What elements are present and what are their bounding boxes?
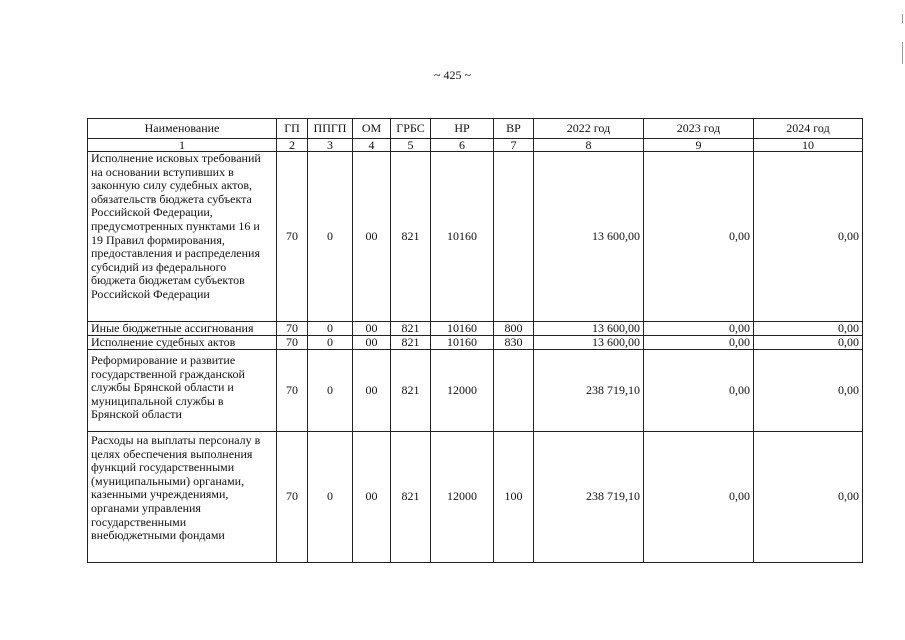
header-nr: НР <box>431 119 494 139</box>
column-number: 6 <box>431 139 494 152</box>
row-2023: 0,00 <box>644 336 754 350</box>
column-number: 9 <box>644 139 754 152</box>
row-2024: 0,00 <box>754 432 863 563</box>
column-number: 1 <box>88 139 277 152</box>
row-nr: 10160 <box>431 322 494 336</box>
row-nr: 12000 <box>431 432 494 563</box>
column-number: 7 <box>494 139 534 152</box>
row-name: Исполнение судебных актов <box>88 336 277 350</box>
row-2024: 0,00 <box>754 336 863 350</box>
header-gp: ГП <box>277 119 308 139</box>
header-2022: 2022 год <box>534 119 644 139</box>
row-name: Исполнение исковых требований на основании вступивших в законную силу судебных актов, обязательств бюджета субъекта Российской Федерации, предусмотренных пунктами 16 и 19 Правил формирования, предоставления и распределения субсидий из федерального бюджета бюджетам субъектов Российской Федерации <box>88 152 277 322</box>
budget-table <box>87 118 863 563</box>
row-2022: 238 719,10 <box>534 350 644 432</box>
column-number: 3 <box>308 139 353 152</box>
row-2022: 238 719,10 <box>534 432 644 563</box>
column-number: 4 <box>353 139 391 152</box>
row-2022: 13 600,00 <box>534 152 644 322</box>
row-ppgp: 0 <box>308 152 353 322</box>
row-name: Реформирование и развитие государственной гражданской службы Брянской области и муниципальной службы в Брянской области <box>88 350 277 432</box>
header-2023: 2023 год <box>644 119 754 139</box>
row-2022: 13 600,00 <box>534 336 644 350</box>
row-2024: 0,00 <box>754 322 863 336</box>
header-om: ОМ <box>353 119 391 139</box>
row-name: Расходы на выплаты персоналу в целях обеспечения выполнения функций государственными (муниципальными) органами, казенными учреждениями, органами управления государственными внебюджетными фондами <box>88 432 277 563</box>
row-vr: 800 <box>494 322 534 336</box>
row-2024: 0,00 <box>754 350 863 432</box>
row-2023: 0,00 <box>644 350 754 432</box>
row-ppgp: 0 <box>308 350 353 432</box>
row-grbs: 821 <box>391 350 431 432</box>
row-nr: 10160 <box>431 152 494 322</box>
header-row <box>88 119 863 139</box>
row-gp: 70 <box>277 322 308 336</box>
row-nr: 12000 <box>431 350 494 432</box>
row-om: 00 <box>353 350 391 432</box>
row-name: Иные бюджетные ассигнования <box>88 322 277 336</box>
row-vr: 100 <box>494 432 534 563</box>
row-grbs: 821 <box>391 322 431 336</box>
table-row <box>88 432 863 563</box>
row-grbs: 821 <box>391 152 431 322</box>
row-om: 00 <box>353 152 391 322</box>
row-vr <box>494 152 534 322</box>
table-row <box>88 336 863 350</box>
row-nr: 10160 <box>431 336 494 350</box>
column-number: 8 <box>534 139 644 152</box>
row-gp: 70 <box>277 432 308 563</box>
table-row <box>88 322 863 336</box>
row-om: 00 <box>353 432 391 563</box>
header-vr: ВР <box>494 119 534 139</box>
table-row <box>88 350 863 432</box>
row-ppgp: 0 <box>308 322 353 336</box>
header-2024: 2024 год <box>754 119 863 139</box>
row-2023: 0,00 <box>644 322 754 336</box>
scan-margin-mark <box>902 42 903 64</box>
row-om: 00 <box>353 322 391 336</box>
row-vr: 830 <box>494 336 534 350</box>
row-gp: 70 <box>277 152 308 322</box>
column-number: 5 <box>391 139 431 152</box>
row-om: 00 <box>353 336 391 350</box>
column-number: 2 <box>277 139 308 152</box>
row-2023: 0,00 <box>644 432 754 563</box>
header-grbs: ГРБС <box>391 119 431 139</box>
row-2023: 0,00 <box>644 152 754 322</box>
row-2024: 0,00 <box>754 152 863 322</box>
row-grbs: 821 <box>391 336 431 350</box>
page-number: ~ 425 ~ <box>434 68 471 82</box>
row-ppgp: 0 <box>308 336 353 350</box>
header-ppgp: ППГП <box>308 119 353 139</box>
column-number: 10 <box>754 139 863 152</box>
row-gp: 70 <box>277 336 308 350</box>
row-2022: 13 600,00 <box>534 322 644 336</box>
row-vr <box>494 350 534 432</box>
header-name: Наименование <box>88 119 277 139</box>
row-grbs: 821 <box>391 432 431 563</box>
column-number-row <box>88 139 863 152</box>
table-row <box>88 152 863 322</box>
row-ppgp: 0 <box>308 432 353 563</box>
scan-margin-mark <box>902 14 903 23</box>
row-gp: 70 <box>277 350 308 432</box>
